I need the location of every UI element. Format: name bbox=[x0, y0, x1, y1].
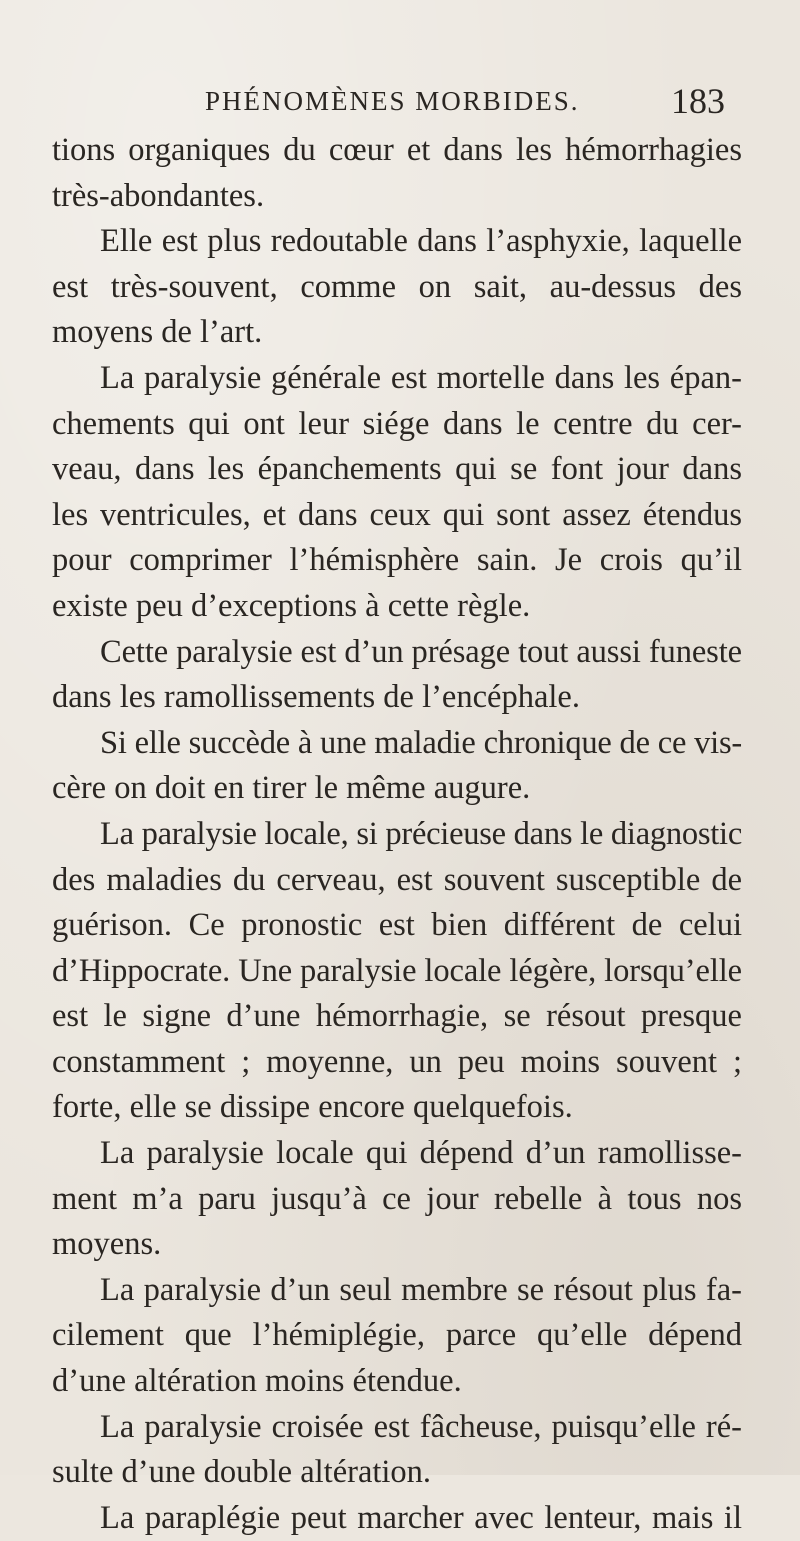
text-line: La paralysie locale qui dépend d’un ramollisse- bbox=[100, 1135, 742, 1172]
text-line: cilement que l’hémiplégie, parce qu’elle dépend bbox=[52, 1317, 742, 1354]
text-line: moyens de l’art. bbox=[52, 314, 263, 351]
text-line: Elle est plus redoutable dans l’asphyxie, laquelle bbox=[100, 223, 742, 260]
text-line: Cette paralysie est d’un présage tout aussi funeste bbox=[100, 633, 742, 670]
text-line: constamment ; moyenne, un peu moins souvent ; bbox=[52, 1043, 742, 1080]
text-line: des maladies du cerveau, est souvent susceptible de bbox=[52, 861, 742, 898]
text-line: moyens. bbox=[52, 1226, 162, 1263]
text-line: La paralysie croisée est fâcheuse, puisqu’elle ré- bbox=[100, 1408, 742, 1445]
text-line: veau, dans les épanchements qui se font jour dans bbox=[52, 451, 742, 488]
text-line: existe peu d’exceptions à cette règle. bbox=[52, 587, 531, 624]
body-text bbox=[52, 128, 742, 1541]
text-line: tions organiques du cœur et dans les hémorrhagies bbox=[52, 132, 742, 168]
text-line: ment m’a paru jusqu’à ce jour rebelle à tous nos bbox=[52, 1180, 742, 1217]
text-line: La paralysie générale est mortelle dans les épan- bbox=[100, 359, 742, 396]
text-line: d’une altération moins étendue. bbox=[52, 1363, 462, 1400]
text-line: La paralysie locale, si précieuse dans le diagnostic bbox=[100, 815, 742, 852]
running-title: PHÉNOMÈNES MORBIDES. bbox=[205, 86, 580, 116]
text-line: Si elle succède à une maladie chronique de ce vis- bbox=[100, 724, 742, 761]
text-line: est le signe d’une hémorrhagie, se résout presque bbox=[52, 998, 742, 1035]
text-line: cère on doit en tirer le même augure. bbox=[52, 770, 531, 807]
text-line: pour comprimer l’hémisphère sain. Je crois qu’il bbox=[52, 542, 742, 579]
text-line: La paralysie d’un seul membre se résout plus fa- bbox=[100, 1271, 742, 1308]
text-line: chements qui ont leur siége dans le centre du cer- bbox=[52, 405, 742, 442]
text-line: d’Hippocrate. Une paralysie locale légère, lorsqu’elle bbox=[52, 952, 742, 989]
text-line: guérison. Ce pronostic est bien différent de celui bbox=[52, 907, 742, 944]
text-line: les ventricules, et dans ceux qui sont assez étendus bbox=[52, 496, 742, 533]
text-line: dans les ramollissements de l’encéphale. bbox=[52, 679, 580, 716]
text-line: sulte d’une double altération. bbox=[52, 1454, 432, 1491]
text-line: La paraplégie peut marcher avec lenteur, mais il bbox=[100, 1499, 742, 1536]
text-line: forte, elle se dissipe encore quelquefois. bbox=[52, 1089, 573, 1126]
page-number: 183 bbox=[671, 81, 725, 121]
page-header bbox=[205, 81, 725, 126]
text-line: très-abondantes. bbox=[52, 177, 265, 214]
text-line: est très-souvent, comme on sait, au-dessus des bbox=[52, 268, 742, 305]
